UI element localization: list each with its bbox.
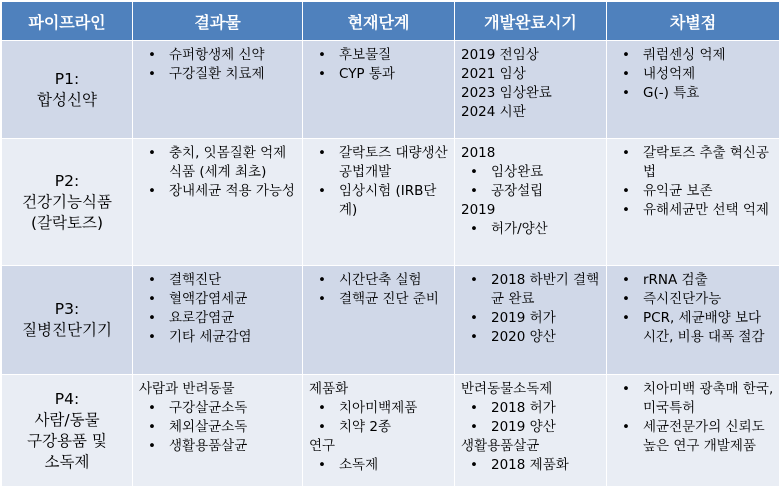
result-cell xyxy=(133,266,303,375)
bullet-list xyxy=(461,220,602,239)
differentiator-cell xyxy=(607,139,780,266)
list-item: • 치아미백 광촉매 한국,미국특허 xyxy=(643,380,775,418)
pipeline-table xyxy=(1,1,780,487)
list-item: • 갈락토즈 추출 혁신공법 xyxy=(643,144,775,182)
list-item: • 장내세균 적용 가능성 xyxy=(169,182,298,201)
pipeline-name-line: P2: xyxy=(54,171,80,190)
list-item: • 소독제 xyxy=(339,456,450,475)
cell-text: 연구 xyxy=(309,438,336,454)
pipeline-name-line: 소독제 xyxy=(44,452,90,471)
list-item: • 허가/양산 xyxy=(491,220,602,239)
cell-text: 2024 시판 xyxy=(461,104,526,120)
timeline-cell xyxy=(455,139,607,266)
bullet-list xyxy=(613,144,775,220)
stage-cell xyxy=(303,41,455,139)
bullet-list xyxy=(613,380,775,456)
list-item: • 후보물질 xyxy=(339,46,450,65)
list-item: • 2018 허가 xyxy=(491,399,602,418)
bullet-list xyxy=(461,163,602,201)
list-item: • 2018 제품화 xyxy=(491,456,602,475)
pipeline-name-line: (갈락토즈) xyxy=(31,213,103,232)
pipeline-name-line: P4: xyxy=(54,389,80,408)
list-item: • 혈액감염세균 xyxy=(169,290,298,309)
timeline-cell xyxy=(455,41,607,139)
list-item: • 2018 하반기 결핵균 완료 xyxy=(491,271,602,309)
table-row xyxy=(2,41,780,139)
header-result: 결과물 xyxy=(133,2,303,41)
list-item: • 쿼럼센싱 억제 xyxy=(643,46,775,65)
list-item: • 임상완료 xyxy=(491,163,602,182)
bullet-list xyxy=(139,46,298,84)
stage-cell xyxy=(303,375,455,487)
pipeline-name-cell xyxy=(2,41,133,139)
differentiator-cell xyxy=(607,375,780,487)
bullet-list xyxy=(613,46,775,103)
list-item: • 결핵진단 xyxy=(169,271,298,290)
header-row xyxy=(2,2,780,41)
pipeline-name-line: P1: xyxy=(54,69,80,88)
bullet-list xyxy=(309,456,450,475)
cell-text: 제품화 xyxy=(309,381,349,397)
list-item: • 치아미백제품 xyxy=(339,399,450,418)
list-item: • 2019 허가 xyxy=(491,309,602,328)
cell-text: 2023 임상완료 xyxy=(461,85,552,101)
bullet-list xyxy=(309,271,450,309)
table-row xyxy=(2,375,780,487)
result-cell xyxy=(133,375,303,487)
list-item: • 슈퍼항생제 신약 xyxy=(169,46,298,65)
result-cell xyxy=(133,139,303,266)
list-item: • 결핵균 진단 준비 xyxy=(339,290,450,309)
bullet-list xyxy=(139,399,298,456)
timeline-cell xyxy=(455,375,607,487)
pipeline-name-cell xyxy=(2,139,133,266)
list-item: • 즉시진단가능 xyxy=(643,290,775,309)
timeline-cell xyxy=(455,266,607,375)
list-item: • PCR, 세균배양 보다 시간, 비용 대폭 절감 xyxy=(643,309,775,347)
pipeline-name-line: 합성신약 xyxy=(37,90,97,109)
list-item: • 임상시험 (IRB단계) xyxy=(339,182,450,220)
list-item: • 구강살균소독 xyxy=(169,399,298,418)
bullet-list xyxy=(139,271,298,347)
bullet-list xyxy=(461,271,602,347)
bullet-list xyxy=(309,144,450,220)
pipeline-name-line: 사람/동물 xyxy=(34,410,100,429)
pipeline-name-cell xyxy=(2,266,133,375)
list-item: • 치약 2종 xyxy=(339,418,450,437)
list-item: • 기타 세균감염 xyxy=(169,328,298,347)
cell-text: 2019 xyxy=(461,202,496,218)
bullet-list xyxy=(139,144,298,201)
pipeline-name-cell xyxy=(2,375,133,487)
cell-text: 2021 임상 xyxy=(461,66,526,82)
list-item: • 공장설립 xyxy=(491,182,602,201)
list-item: • 체외살균소독 xyxy=(169,418,298,437)
header-differentiator: 차별점 xyxy=(607,2,780,41)
list-item: • 갈락토즈 대량생산 공법개발 xyxy=(339,144,450,182)
cell-text: 반려동물소독제 xyxy=(461,381,553,397)
header-stage: 현재단계 xyxy=(303,2,455,41)
list-item: • 세균전문가의 신뢰도 높은 연구 개발제품 xyxy=(643,418,775,456)
list-item: • 2020 양산 xyxy=(491,328,602,347)
list-item: • 유해세균만 선택 억제 xyxy=(643,201,775,220)
list-item: • 시간단축 실험 xyxy=(339,271,450,290)
pipeline-name-line: 질병진단기기 xyxy=(22,321,112,339)
list-item: • rRNA 검출 xyxy=(643,271,775,290)
stage-cell xyxy=(303,139,455,266)
list-item: • 내성억제 xyxy=(643,65,775,84)
header-timeline: 개발완료시기 xyxy=(455,2,607,41)
cell-text: 2018 xyxy=(461,145,496,161)
list-item: • CYP 통과 xyxy=(339,65,450,84)
cell-text: 생활용품살균 xyxy=(461,438,540,454)
cell-text: 사람과 반려동물 xyxy=(139,381,235,397)
table-row xyxy=(2,139,780,266)
table-row xyxy=(2,266,780,375)
pipeline-name-line: P3: xyxy=(54,300,80,318)
header-pipeline: 파이프라인 xyxy=(2,2,133,41)
pipeline-name-line: 건강기능식품 xyxy=(22,192,112,211)
pipeline-name-line: 구강용품 및 xyxy=(27,431,107,450)
differentiator-cell xyxy=(607,266,780,375)
bullet-list xyxy=(461,456,602,475)
result-cell xyxy=(133,41,303,139)
stage-cell xyxy=(303,266,455,375)
list-item: • G(-) 특효 xyxy=(643,84,775,103)
list-item: • 유익균 보존 xyxy=(643,182,775,201)
bullet-list xyxy=(613,271,775,347)
list-item: • 충치, 잇몸질환 억제 식품 (세계 최초) xyxy=(169,144,298,182)
differentiator-cell xyxy=(607,41,780,139)
bullet-list xyxy=(461,399,602,437)
bullet-list xyxy=(309,399,450,437)
list-item: • 요로감염균 xyxy=(169,309,298,328)
list-item: • 2019 양산 xyxy=(491,418,602,437)
bullet-list xyxy=(309,46,450,84)
cell-text: 2019 전임상 xyxy=(461,47,539,63)
list-item: • 생활용품살균 xyxy=(169,437,298,456)
list-item: • 구강질환 치료제 xyxy=(169,65,298,84)
